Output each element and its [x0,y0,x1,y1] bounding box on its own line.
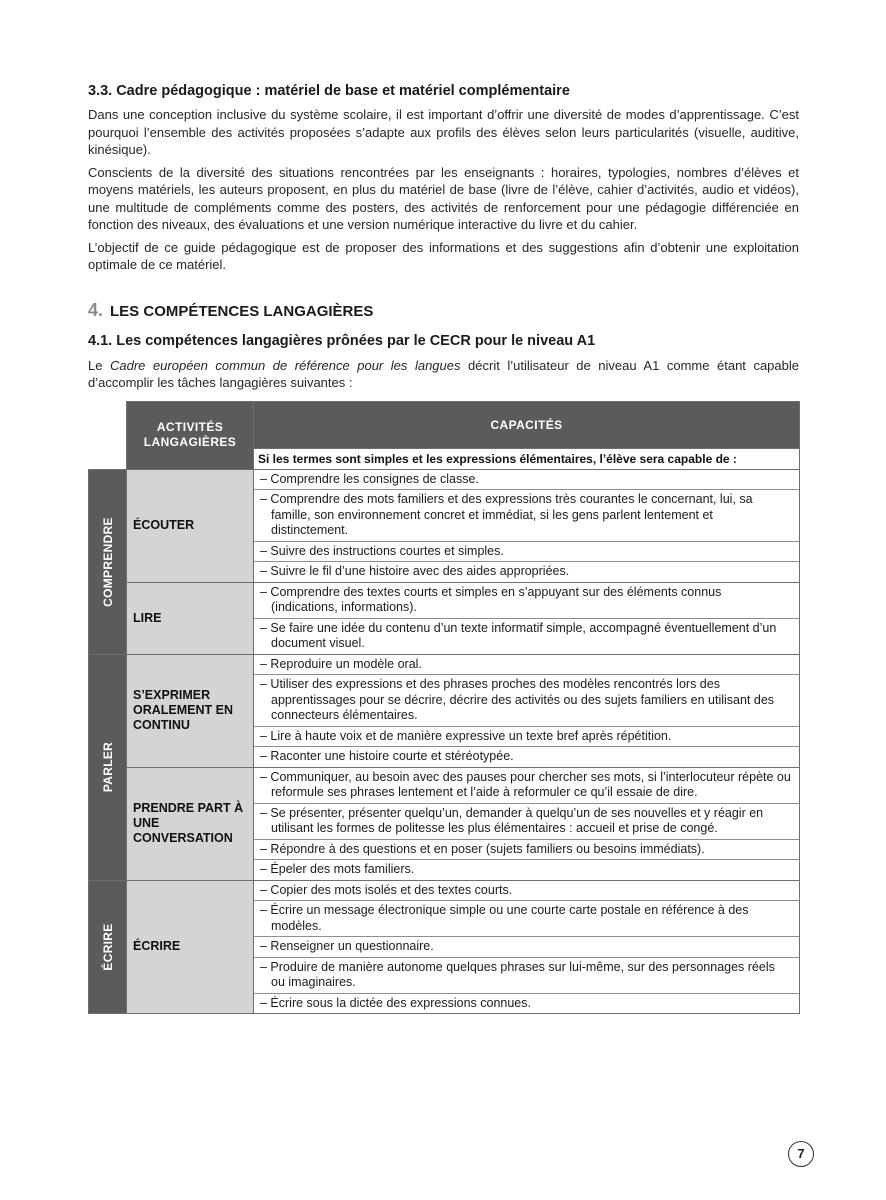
section-4-1-title: 4.1. Les compétences langagières prônées par le CECR pour le niveau A1 [88,332,596,349]
table-row [89,767,800,880]
table-corner [89,401,127,469]
section-4-heading [88,300,799,321]
capacity-item: – Se présenter, présenter quelqu’un, demander à quelqu’un de ses nouvelles et y réagir en utilisant les formes de politesse les plus élémentaires : accueil et prise de congé. [254,804,799,840]
capacity-item: – Écrire un message électronique simple ou une courte carte postale en référence à des modèles. [254,901,799,937]
capacity-item: – Utiliser des expressions et des phrases proches des modèles rencontrés lors des apprentissages pour se décrire, décrire des activités ou des sujets familiers en utilisant des connecteurs élémentaires. [254,675,799,727]
activity-label: PRENDRE PART À UNE CONVERSATION [127,767,254,880]
capacities-list [254,881,799,1014]
capacity-item: – Épeler des mots familiers. [260,862,415,876]
capacities-list [254,583,799,654]
paragraph: Conscients de la diversité des situations rencontrées par les enseignants : horaires, typologies, nombres d’élèves et moyens matériels, les auteurs proposent, en plus du matériel de base (livre de l’élève, cahier d’activités, audio et vidéos), une multitude de compléments comme des posters, des activités de renforcement pour une pédagogie différenciée en fonction des niveaux, des évaluations et une version numérique interactive du livre et du cahier. [88,164,799,232]
activity-label: LIRE [127,582,254,654]
capacities-cell [254,469,800,582]
capacities-cell [254,654,800,767]
capacity-item: – Suivre le fil d’une histoire avec des aides appropriées. [260,564,570,578]
capacity-item: – Écrire sous la dictée des expressions connues. [260,995,531,1010]
capacities-cell [254,582,800,654]
capacities-list [254,768,799,880]
section-4-title: LES COMPÉTENCES LANGAGIÈRES [110,302,374,320]
group-cell [89,469,127,654]
capacity-item: – Communiquer, au besoin avec des pauses pour chercher ses mots, si l’interlocuteur répète ou reformule ses phrases lentement et l’aide à reformuler ce qu’il essaie de dire. [254,768,799,804]
page-content [88,83,799,1014]
capacity-item: – Produire de manière autonome quelques phrases sur lui-même, sur des personnages réels ou imaginaires. [254,958,799,994]
group-label: COMPRENDRE [100,516,115,607]
capacity-item: – Répondre à des questions et en poser (sujets familiers ou besoins immédiats). [254,840,799,861]
intro-text: Le [88,357,110,373]
table-row [89,582,800,654]
activity-label: ÉCOUTER [127,469,254,582]
capacity-item: – Renseigner un questionnaire. [254,937,799,958]
table-row [89,880,800,1014]
capacity-item: – Suivre des instructions courtes et simples. [254,542,799,563]
header-capacities: CAPACITÉS [254,401,800,448]
intro-cecr-title: Cadre européen commun de référence pour les langues [110,357,461,373]
capacity-item: – Lire à haute voix et de manière expressive un texte bref après répétition. [254,727,799,748]
page-number: 7 [788,1141,814,1167]
table-row [89,469,800,582]
capacity-item: – Comprendre des textes courts et simples en s’appuyant sur des éléments connus (indications, informations). [254,583,799,619]
header-activities: ACTIVITÉS LANGAGIÈRES [127,401,254,469]
competences-table [88,401,800,1015]
capacity-item: – Raconter une histoire courte et stéréotypée. [260,749,514,763]
paragraph: L’objectif de ce guide pédagogique est de proposer des informations et des suggestions afin d’obtenir une exploitation optimale de ce matériel. [88,239,799,272]
capacities-cell [254,880,800,1014]
intro-text: décrit l’utilisateur de niveau A1 comme étant capable d’accomplir les tâches langagières suivantes : [88,357,799,390]
capacities-list [254,470,799,582]
paragraph: Dans une conception inclusive du système scolaire, il est important d’offrir une diversité de modes d’apprentissage. C’est pourquoi l’ensemble des activités proposées s’adapte aux profils des élèves selon leurs particularités (visuelle, auditive, kinésique). [88,107,799,157]
capacity-item: – Copier des mots isolés et des textes courts. [254,881,799,902]
table-intro-row: Si les termes sont simples et les expressions élémentaires, l’élève sera capable de : [254,448,800,469]
group-label: PARLER [100,741,115,793]
group-label: ÉCRIRE [100,923,115,971]
capacities-cell [254,767,800,880]
activity-label: S’EXPRIMER ORALEMENT EN CONTINU [127,654,254,767]
group-cell [89,654,127,880]
section-4-1-intro [88,357,799,392]
capacity-item: – Se faire une idée du contenu d’un texte informatif simple, accompagné éventuellement d’un document visuel. [260,620,777,650]
activity-label: ÉCRIRE [127,880,254,1014]
group-cell [89,880,127,1014]
section-3-3-title: 3.3. Cadre pédagogique : matériel de base et matériel complémentaire [88,83,570,99]
capacity-item: – Comprendre des mots familiers et des expressions très courantes le concernant, lui, sa famille, son environnement concret et immédiat, si les gens parlent lentement et distinctement. [254,490,799,542]
capacity-item: – Comprendre les consignes de classe. [254,470,799,491]
capacity-item: – Reproduire un modèle oral. [254,655,799,676]
capacities-list [254,655,799,767]
table-row [89,654,800,767]
section-4-number: 4. [88,299,104,320]
